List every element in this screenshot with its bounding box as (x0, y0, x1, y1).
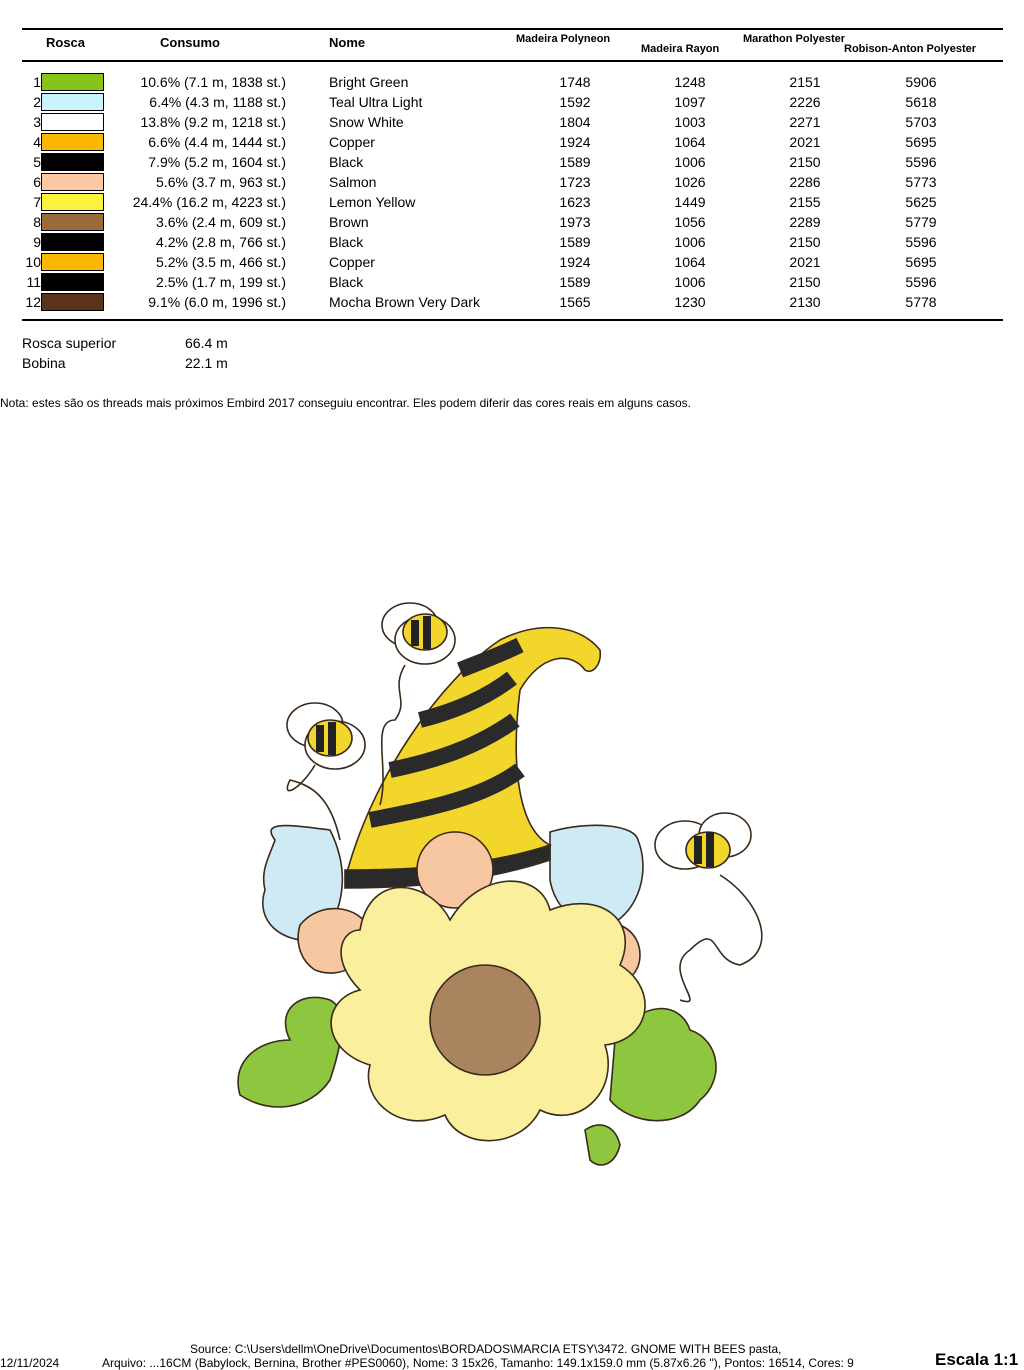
madeira-polyneon-cell: 1589 (559, 154, 591, 170)
robison-anton-cell: 5779 (905, 214, 937, 230)
header-thread: Rosca (46, 35, 86, 50)
thread-name-cell: Copper (329, 134, 375, 150)
table-row (0, 152, 1024, 172)
color-swatch (41, 293, 104, 311)
thread-number: 6 (33, 174, 41, 190)
color-swatch (41, 153, 104, 171)
header-robison-anton: Robison-Anton Polyester (844, 43, 977, 55)
madeira-rayon-cell: 1064 (674, 134, 706, 150)
table-row (0, 192, 1024, 212)
consumption-cell: 3.6% (2.4 m, 609 st.) (156, 214, 286, 230)
consumption-cell: 7.9% (5.2 m, 1604 st.) (148, 154, 286, 170)
robison-anton-cell: 5778 (905, 294, 937, 310)
table-row (0, 212, 1024, 232)
thread-name-cell: Mocha Brown Very Dark (329, 294, 480, 310)
consumption-cell: 13.8% (9.2 m, 1218 st.) (140, 114, 286, 130)
table-row (0, 172, 1024, 192)
madeira-rayon-cell: 1006 (674, 234, 706, 250)
marathon-cell: 2286 (789, 174, 821, 190)
marathon-cell: 2151 (789, 74, 821, 90)
color-swatch (41, 213, 104, 231)
color-swatch (41, 133, 104, 151)
footer-scale: Escala 1:1 (935, 1350, 1019, 1369)
color-swatch (41, 273, 104, 291)
thread-name-cell: Brown (329, 214, 369, 230)
madeira-polyneon-cell: 1748 (559, 74, 591, 90)
madeira-polyneon-cell: 1589 (559, 234, 591, 250)
robison-anton-cell: 5625 (905, 194, 937, 210)
table-row (0, 252, 1024, 272)
marathon-cell: 2150 (789, 154, 821, 170)
marathon-cell: 2150 (789, 274, 821, 290)
color-swatch (41, 173, 104, 191)
thread-number: 10 (25, 254, 41, 270)
robison-anton-cell: 5695 (905, 254, 937, 270)
thread-number: 8 (33, 214, 41, 230)
table-bottom-rule (22, 319, 1003, 321)
header-madeira-rayon: Madeira Rayon (641, 43, 720, 55)
madeira-rayon-cell: 1064 (674, 254, 706, 270)
thread-name-cell: Lemon Yellow (329, 194, 416, 210)
thread-number: 7 (33, 194, 41, 210)
robison-anton-cell: 5773 (905, 174, 937, 190)
table-row (0, 92, 1024, 112)
marathon-cell: 2021 (789, 254, 821, 270)
marathon-cell: 2021 (789, 134, 821, 150)
thread-name-cell: Snow White (329, 114, 404, 130)
table-row (0, 292, 1024, 312)
color-swatch (41, 113, 104, 131)
robison-anton-cell: 5596 (905, 274, 937, 290)
robison-anton-cell: 5703 (905, 114, 937, 130)
table-row (0, 132, 1024, 152)
marathon-cell: 2155 (789, 194, 821, 210)
color-swatch (41, 253, 104, 271)
consumption-cell: 5.6% (3.7 m, 963 st.) (156, 174, 286, 190)
top-thread-label: Rosca superior (22, 335, 117, 351)
thread-number: 12 (25, 294, 41, 310)
robison-anton-cell: 5618 (905, 94, 937, 110)
color-swatch (41, 73, 104, 91)
color-swatch (41, 93, 104, 111)
thread-name-cell: Black (329, 234, 364, 250)
footer-date: 12/11/2024 (0, 1356, 60, 1370)
thread-name-cell: Salmon (329, 174, 377, 190)
madeira-rayon-cell: 1097 (674, 94, 706, 110)
consumption-cell: 4.2% (2.8 m, 766 st.) (156, 234, 286, 250)
color-swatch (41, 193, 104, 211)
madeira-rayon-cell: 1449 (674, 194, 706, 210)
thread-name-cell: Copper (329, 254, 375, 270)
consumption-cell: 6.4% (4.3 m, 1188 st.) (149, 94, 286, 110)
thread-number: 2 (33, 94, 41, 110)
thread-name-cell: Black (329, 154, 364, 170)
madeira-polyneon-cell: 1589 (559, 274, 591, 290)
madeira-rayon-cell: 1003 (674, 114, 706, 130)
madeira-polyneon-cell: 1592 (559, 94, 591, 110)
header-consumption: Consumo (160, 35, 220, 50)
table-top-rule (22, 28, 1003, 30)
robison-anton-cell: 5695 (905, 134, 937, 150)
consumption-cell: 24.4% (16.2 m, 4223 st.) (132, 194, 286, 210)
bobbin-label: Bobina (22, 355, 66, 371)
bobbin-value: 22.1 m (185, 355, 228, 371)
table-row (0, 232, 1024, 252)
marathon-cell: 2226 (789, 94, 821, 110)
marathon-cell: 2130 (789, 294, 821, 310)
thread-number: 3 (33, 114, 41, 130)
consumption-cell: 9.1% (6.0 m, 1996 st.) (148, 294, 286, 310)
table-row (0, 112, 1024, 132)
thread-number: 5 (33, 154, 41, 170)
madeira-polyneon-cell: 1565 (559, 294, 591, 310)
marathon-cell: 2271 (789, 114, 821, 130)
madeira-rayon-cell: 1006 (674, 154, 706, 170)
madeira-rayon-cell: 1248 (674, 74, 706, 90)
footer-source: Source: C:\Users\dellm\OneDrive\Documentos\BORDADOS\MARCIA ETSY\3472. GNOME WITH BEES pasta, (190, 1342, 782, 1356)
consumption-cell: 10.6% (7.1 m, 1838 st.) (140, 74, 286, 90)
thread-name-cell: Bright Green (329, 74, 409, 90)
robison-anton-cell: 5596 (905, 154, 937, 170)
robison-anton-cell: 5906 (905, 74, 937, 90)
header-marathon-polyester: Marathon Polyester (743, 33, 846, 45)
consumption-cell: 2.5% (1.7 m, 199 st.) (156, 274, 286, 290)
madeira-rayon-cell: 1230 (674, 294, 706, 310)
gnome-embroidery-image (220, 570, 820, 1190)
thread-number: 11 (26, 274, 41, 290)
marathon-cell: 2289 (789, 214, 821, 230)
consumption-cell: 6.6% (4.4 m, 1444 st.) (148, 134, 286, 150)
thread-number: 4 (33, 134, 41, 150)
madeira-polyneon-cell: 1924 (559, 134, 591, 150)
thread-name-cell: Teal Ultra Light (329, 94, 423, 110)
madeira-rayon-cell: 1006 (674, 274, 706, 290)
header-madeira-polyneon: Madeira Polyneon (516, 33, 611, 45)
table-row (0, 272, 1024, 292)
madeira-rayon-cell: 1026 (674, 174, 706, 190)
consumption-cell: 5.2% (3.5 m, 466 st.) (156, 254, 286, 270)
header-name: Nome (329, 35, 366, 50)
table-header-rule (22, 60, 1003, 62)
madeira-polyneon-cell: 1973 (559, 214, 591, 230)
thread-name-cell: Black (329, 274, 364, 290)
madeira-polyneon-cell: 1723 (559, 174, 591, 190)
table-row (0, 72, 1024, 92)
marathon-cell: 2150 (789, 234, 821, 250)
color-swatch (41, 233, 104, 251)
madeira-polyneon-cell: 1924 (559, 254, 591, 270)
madeira-rayon-cell: 1056 (674, 214, 706, 230)
madeira-polyneon-cell: 1804 (559, 114, 591, 130)
thread-number: 1 (33, 74, 41, 90)
thread-number: 9 (33, 234, 41, 250)
note-text: Nota: estes são os threads mais próximos Embird 2017 conseguiu encontrar. Eles podem diferir das cores reais em alguns casos. (0, 396, 692, 410)
footer-file-info: Arquivo: ...16CM (Babylock, Bernina, Brother #PES0060), Nome: 3 15x26, Tamanho: 149.1x159.0 mm (5.87x6.26 "), Pontos: 16514, Cores: 9 (102, 1356, 854, 1370)
madeira-polyneon-cell: 1623 (559, 194, 591, 210)
top-thread-value: 66.4 m (185, 335, 228, 351)
robison-anton-cell: 5596 (905, 234, 937, 250)
